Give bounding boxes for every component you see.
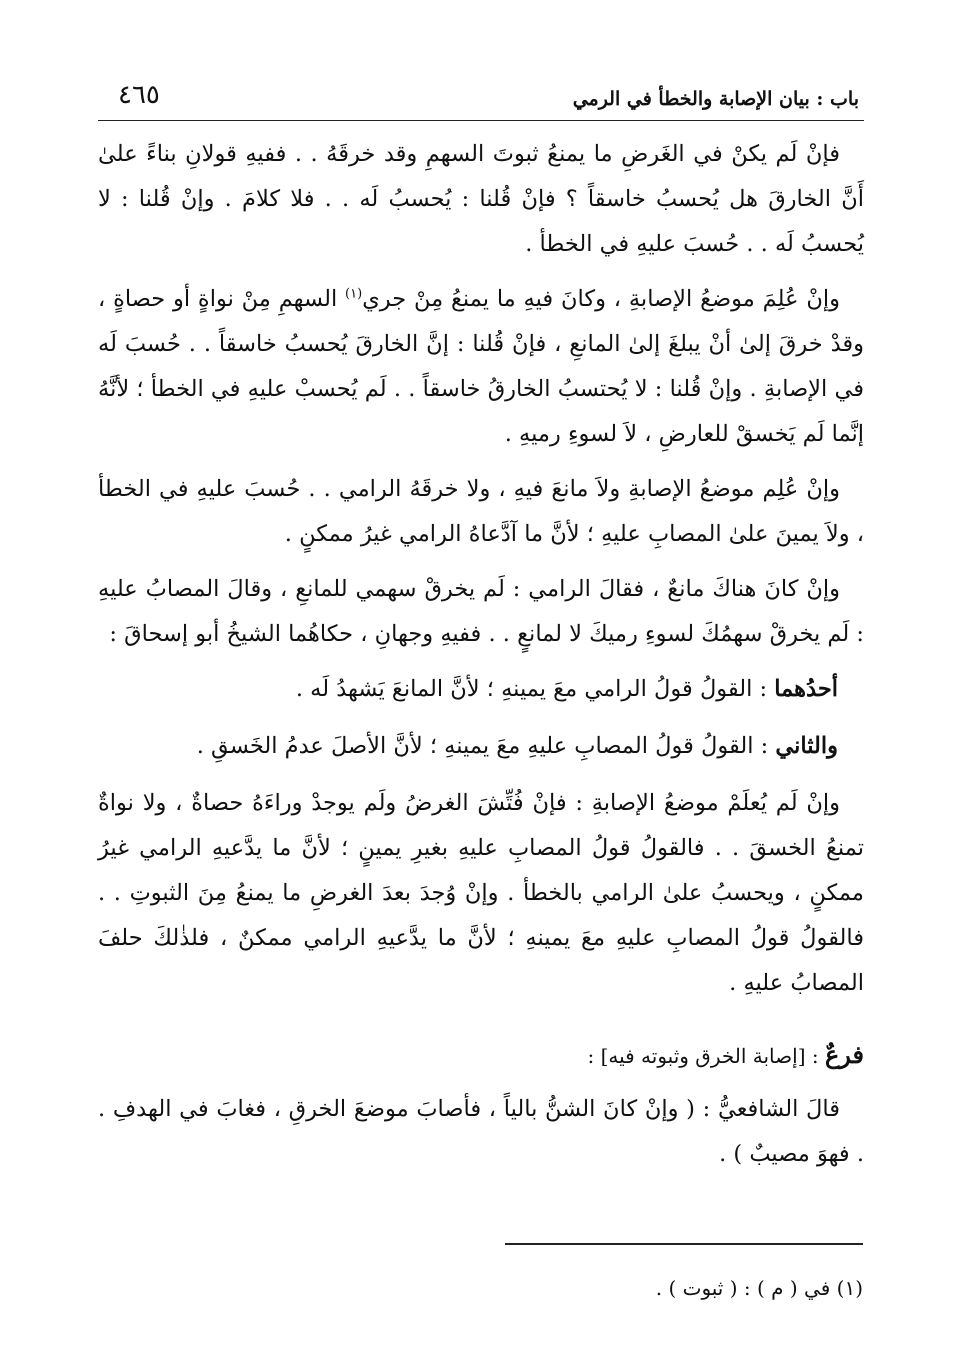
paragraph-1: فإنْ لَم يكنْ في الغَرضِ ما يمنعُ ثبوتَ السهمِ وقد خرقَهُ . . ففيهِ قولانِ بناءً علىٰ أَنَّ الخارقَ هل يُحسبُ خاسقاً ؟ فإنْ قُلنا : يُحسبُ لَه . . فلا كلامَ . وإنْ قُلنا : لا يُحسبُ لَه . . حُسبَ عليهِ في الخطأ . [98, 141, 864, 257]
paragraph-4: وإنْ كانَ هناكَ مانعٌ ، فقالَ الرامي : لَم يخرقْ سهمي للمانعِ ، وقالَ المصابُ عليهِ : لَم يخرقْ سهمُكَ لسوءِ رميكَ لا لمانعٍ . . ففيهِ وجهانِ ، حكاهُما الشيخُ أبو إسحاقَ : [98, 576, 864, 647]
paragraph-6: قالَ الشافعيُّ : ( وإنْ كانَ الشنُّ بالياً ، فأصابَ موضعَ الخرقِ ، فغابَ في الهدفِ . . فهوَ مصيبٌ ) . [98, 1096, 864, 1167]
footnote-divider [505, 1243, 863, 1245]
paragraph-2-part-b: السهمِ مِنْ نواةٍ أو حصاةٍ ، وقدْ خرقَ إلىٰ أنْ يبلغَ إلىٰ المانعِ ، فإنْ قُلنا : إنَّ الخارقَ يُحسبُ خاسقاً . . حُسبَ لَه في الإصابةِ . وإنْ قُلنا : لا يُحتسبُ الخارقُ خاسقاً . . لَم يُحسبْ عليهِ في الخطأ ؛ لأنَّهُ إنَّما لَم يَخسقْ للعارضِ ، لاَ لسوءِ رميهِ . [98, 286, 864, 447]
footnote: (١) في ( م ) : ( ثبوت ) . [655, 1276, 863, 1300]
branch-heading [98, 1032, 864, 1079]
opinion-2 [98, 724, 864, 769]
paragraph-2-part-a: وإنْ عُلِمَ موضعُ الإصابةِ ، وكانَ فيهِ ما يمنعُ مِنْ جري [362, 286, 840, 312]
paragraph-3: وإنْ عُلِم موضعُ الإصابةِ ولاَ مانعَ فيهِ ، ولا خرقَهُ الرامي . . حُسبَ عليهِ في الخطأ ، ولاَ يمينَ علىٰ المصابِ عليهِ ؛ لأنَّ ما آدَّعاهُ الرامي غيرُ ممكنٍ . [98, 476, 864, 547]
opinion-2-text: : القولُ قولُ المصابِ عليهِ معَ يمينهِ ؛ لأنَّ الأصلَ عدمُ الخَسقِ . [196, 733, 776, 759]
branch-title: : [إصابة الخرق وثبوته فيه] : [587, 1044, 825, 1068]
opinion-1-text: : القولُ قولُ الرامي معَ يمينهِ ؛ لأنَّ المانعَ يَشهدُ لَه . [295, 676, 775, 702]
footnote-marker: (١) [345, 286, 363, 302]
branch-label: فرعٌ [824, 1040, 864, 1069]
header-divider [98, 120, 864, 121]
main-text [98, 132, 864, 1187]
paragraph-2 [98, 277, 864, 457]
chapter-header-title: باب : بيان الإصابة والخطأ في الرمي [572, 88, 859, 110]
opinion-1-label: أحدُهما [774, 676, 838, 702]
opinion-2-label: والثاني [775, 733, 838, 759]
paragraph-5: وإنْ لَم يُعلَمْ موضعُ الإصابةِ : فإنْ فُتِّشَ الغرضُ ولَم يوجدْ وراءَهُ حصاةٌ ، ولا نواةٌ تمنعُ الخسقَ . . فالقولُ قولُ المصابِ عليهِ بغيرِ يمينٍ ؛ لأنَّ ما يدَّعيهِ الرامي غيرُ ممكنٍ ، ويحسبُ علىٰ الرامي بالخطأ . وإنْ وُجدَ بعدَ الغرضِ ما يمنعُ مِنَ الثبوتِ . . فالقولُ قولُ المصابِ عليهِ معَ يمينهِ ؛ لأنَّ ما يدَّعيهِ الرامي ممكنٌ ، فلذٰلكَ حلفَ المصابُ عليهِ . [98, 790, 864, 996]
opinion-1 [98, 667, 864, 712]
page-number: ٤٦٥ [118, 80, 160, 110]
